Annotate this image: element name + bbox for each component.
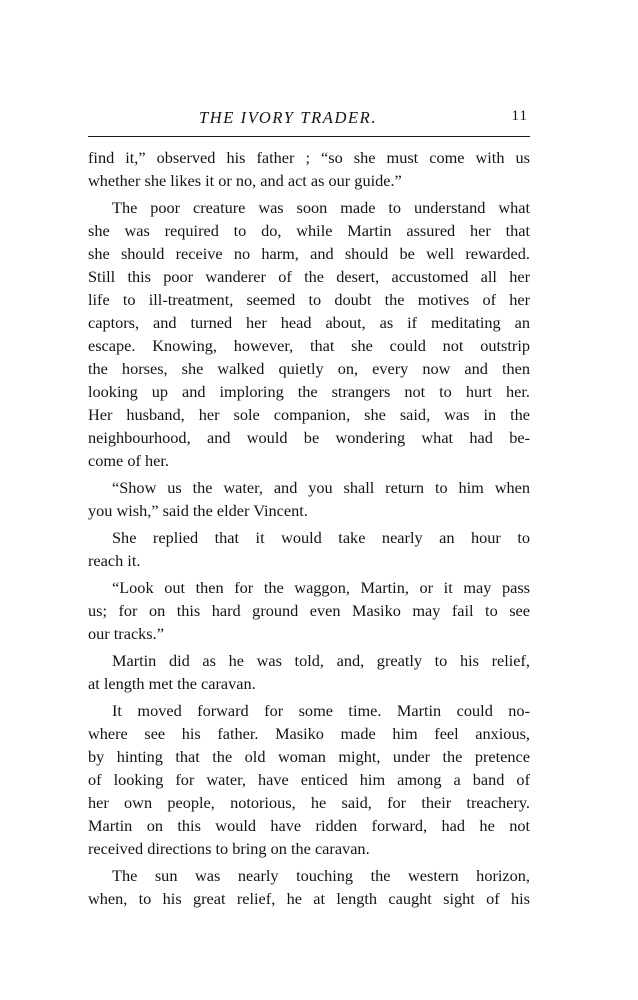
text-line: It moved forward for some time. Martin could no-	[112, 701, 530, 720]
text-line: the horses, she walked quietly on, every now and then	[88, 359, 530, 378]
body-text	[88, 146, 530, 910]
page-number: 11	[511, 108, 528, 124]
text-line: The poor creature was soon made to understand what	[112, 198, 530, 217]
text-line: “Show us the water, and you shall return to him when	[112, 478, 530, 497]
paragraph	[88, 526, 530, 572]
paragraph	[88, 196, 530, 472]
paragraph	[88, 864, 530, 910]
page-header	[88, 108, 528, 130]
text-line: The sun was nearly touching the western horizon,	[112, 866, 530, 885]
text-line: our tracks.”	[88, 624, 164, 643]
paragraph	[88, 146, 530, 192]
paragraph	[88, 476, 530, 522]
text-line: you wish,” said the elder Vincent.	[88, 501, 308, 520]
text-line: at length met the caravan.	[88, 674, 256, 693]
text-line: “Look out then for the waggon, Martin, or it may pass	[112, 578, 530, 597]
text-line: Martin on this would have ridden forward, had he not	[88, 816, 530, 835]
text-line: Still this poor wanderer of the desert, accustomed all her	[88, 267, 530, 286]
text-line: looking up and imploring the strangers not to hurt her.	[88, 382, 530, 401]
paragraph	[88, 576, 530, 645]
text-line: life to ill-treatment, seemed to doubt the motives of her	[88, 290, 530, 309]
text-line: received directions to bring on the caravan.	[88, 839, 370, 858]
text-line: neighbourhood, and would be wondering what had be-	[88, 428, 530, 447]
text-line: her own people, notorious, he said, for their treachery.	[88, 793, 530, 812]
text-line: of looking for water, have enticed him among a band of	[88, 770, 530, 789]
text-line: she should receive no harm, and should be well rewarded.	[88, 244, 530, 263]
text-line: where see his father. Masiko made him feel anxious,	[88, 724, 530, 743]
text-line: come of her.	[88, 451, 169, 470]
text-line: she was required to do, while Martin assured her that	[88, 221, 530, 240]
paragraph	[88, 699, 530, 860]
text-line: escape. Knowing, however, that she could not outstrip	[88, 336, 530, 355]
text-line: us; for on this hard ground even Masiko may fail to see	[88, 601, 530, 620]
text-line: She replied that it would take nearly an hour to	[112, 528, 530, 547]
text-line: find it,” observed his father ; “so she must come with us	[88, 148, 530, 167]
text-line: whether she likes it or no, and act as our guide.”	[88, 171, 402, 190]
text-line: when, to his great relief, he at length caught sight of his	[88, 889, 530, 908]
text-line: reach it.	[88, 551, 141, 570]
running-title: THE IVORY TRADER.	[198, 108, 378, 127]
text-line: Her husband, her sole companion, she said, was in the	[88, 405, 530, 424]
text-line: by hinting that the old woman might, under the pretence	[88, 747, 530, 766]
header-rule	[88, 136, 530, 137]
paragraph	[88, 649, 530, 695]
text-line: captors, and turned her head about, as if meditating an	[88, 313, 530, 332]
text-line: Martin did as he was told, and, greatly to his relief,	[112, 651, 530, 670]
